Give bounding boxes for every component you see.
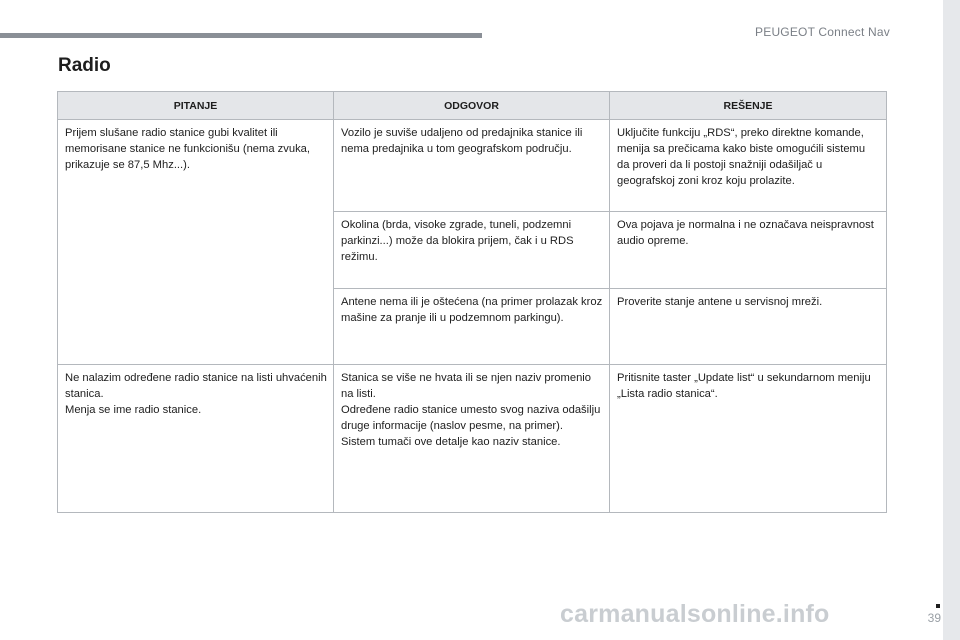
answer-cell: Antene nema ili je oštećena (na primer prolazak kroz mašine za pranje ili u podzemnom parkingu).: [334, 289, 610, 365]
table-header-row: [58, 92, 887, 120]
solution-cell: Uključite funkciju „RDS“, preko direktne komande, menija sa prečicama kako biste omogućili sistemu da proveri da li postoji snažniji odašiljač u geografskoj zoni kroz koju prolazite.: [610, 120, 887, 212]
side-strip: [943, 0, 960, 640]
column-header-answer: ODGOVOR: [334, 92, 610, 120]
table-row: [58, 365, 887, 513]
answer-cell: Stanica se više ne hvata ili se njen naziv promenio na listi. Određene radio stanice umesto svog naziva odašilju druge informacije (naslov pesme, na primer). Sistem tumači ove detalje kao naziv stanice.: [334, 365, 610, 513]
question-cell: Prijem slušane radio stanice gubi kvalitet ili memorisane stanice ne funkcionišu (nema zvuka, prikazuje se 87,5 Mhz...).: [58, 120, 334, 365]
watermark: carmanualsonline.info: [560, 600, 830, 628]
answer-cell: Okolina (brda, visoke zgrade, tuneli, podzemni parkinzi...) može da blokira prijem, čak i u RDS režimu.: [334, 212, 610, 289]
question-cell: Ne nalazim određene radio stanice na listi uhvaćenih stanica. Menja se ime radio stanice.: [58, 365, 334, 513]
solution-cell: Pritisnite taster „Update list“ u sekundarnom meniju „Lista radio stanica“.: [610, 365, 887, 513]
header-brand: PEUGEOT Connect Nav: [755, 25, 890, 39]
page-number: 39: [927, 611, 941, 625]
troubleshooting-table: [57, 91, 887, 513]
column-header-question: PITANJE: [58, 92, 334, 120]
page-marker: [936, 604, 940, 608]
table-row: [58, 120, 887, 212]
solution-cell: Proverite stanje antene u servisnoj mreži.: [610, 289, 887, 365]
solution-cell: Ova pojava je normalna i ne označava neispravnost audio opreme.: [610, 212, 887, 289]
page-title: Radio: [58, 55, 111, 76]
header-rule: [0, 33, 482, 38]
answer-cell: Vozilo je suviše udaljeno od predajnika stanice ili nema predajnika u tom geografskom području.: [334, 120, 610, 212]
column-header-solution: REŠENJE: [610, 92, 887, 120]
